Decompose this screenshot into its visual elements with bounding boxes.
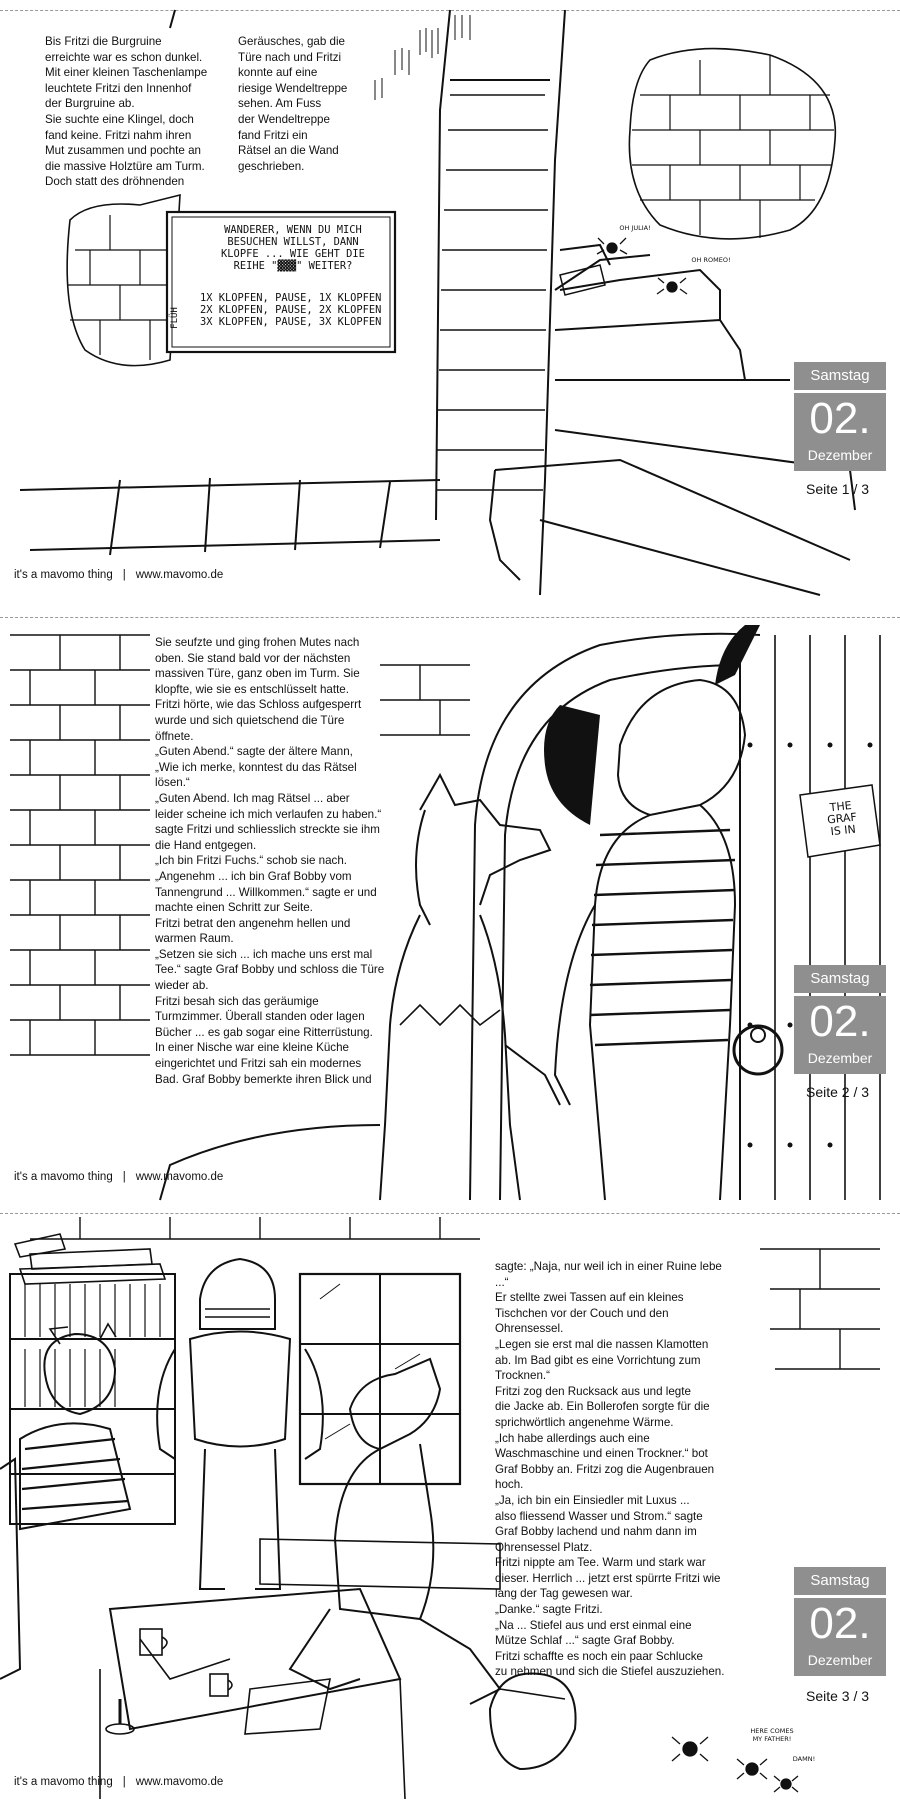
footer: [14, 1171, 223, 1183]
riddle-sign-hint: 1X KLOPFEN, PAUSE, 1X KLOPFEN 2X KLOPFEN, PAUSE, 2X KLOPFEN 3X KLOPFEN, PAUSE, 3X KLOPFEN: [200, 292, 382, 328]
date-month: Dezember: [807, 1652, 873, 1668]
comic-panel-2: [0, 605, 900, 1205]
door-note: THE GRAF IS IN: [826, 798, 858, 839]
date-badge: [794, 1567, 886, 1676]
page-number: Seite 3 / 3: [806, 1688, 870, 1704]
footer-url[interactable]: www.mavomo.de: [135, 569, 224, 581]
date-month: Dezember: [807, 447, 873, 463]
date-weekday: Samstag: [794, 1567, 886, 1595]
footer-url[interactable]: www.mavomo.de: [135, 1776, 224, 1788]
comic-panel-1: [0, 0, 900, 600]
date-day: 02.: [809, 997, 871, 1046]
footer-separator: |: [122, 1776, 126, 1788]
story-text: Sie seufzte und ging frohen Mutes nach oben. Sie stand bald vor der nächsten massiven Türe, ganz oben im Turm. Sie klopfte, wie sie es entschlüsselt hatte. Fritzi hörte, wie das Schloss aufgesperrt wurde und sich quietschend die Türe öffnete. „Guten Abend.“ sagte der ältere Mann, „Wie ich merke, konntest du das Rätsel lösen.“ „Guten Abend. Ich mag Rätsel ... aber leider scheine ich mich verlaufen zu haben.“ sagte Fritzi und schliesslich streckte sie ihm die Hand entgegen. „Ich bin Fritzi Fuchs.“ schob sie nach. „Angenehm ... ich bin Graf Bobby vom Tannengrund ... Willkommen.“ sagte er und machte einen Schritt zur Seite. Fritzi betrat den angenehm hellen und warmen Raum. „Setzen sie sich ... ich mache uns erst mal Tee.“ sagte Graf Bobby und schloss die Türe wieder ab. Fritzi besah sich das geräumige Turmzimmer. Überall standen oder lagen Bücher ... es gab sogar eine Ritterrüstung. In einer Nische war eine kleine Küche eingerichtet und Fritzi sah ein modernes Bad. Graf Bobby bemerkte ihren Blick und: [155, 636, 385, 1086]
speech-bubble-father: HERE COMES MY FATHER!: [750, 1727, 794, 1743]
page-number: Seite 2 / 3: [806, 1084, 870, 1100]
date-month: Dezember: [807, 1050, 873, 1066]
date-weekday: Samstag: [794, 362, 886, 390]
speech-bubble-romeo: OH ROMEO!: [691, 256, 731, 264]
footer-credit: it's a mavomo thing: [14, 1171, 113, 1183]
date-badge: [794, 965, 886, 1074]
footer-separator: |: [122, 569, 126, 581]
story-text-column-2: Geräusches, gab die Türe nach und Fritzi konnte auf eine riesige Wendeltreppe sehen. Am Fuss der Wendeltreppe fand Fritzi ein Rätsel an die Wand geschrieben.: [238, 35, 348, 173]
story-text: sagte: „Naja, nur weil ich in einer Ruine lebe ...“ Er stellte zwei Tassen auf ein kleines Tischchen vor der Couch und den Ohrensessel. „Legen sie erst mal die nassen Klamotten ab. Im Bad gibt es eine Vorrichtung zum Trocknen.“ Fritzi zog den Rucksack aus und legte die Jacke ab. Ein Bollerofen sorgte für die sprichwörtlich angenehme Wärme. „Ich habe allerdings auch eine Waschmaschine und einen Trockner.“ bot Graf Bobby an. Fritzi zog die Augenbrauen hoch. „Ja, ich bin ein Einsiedler mit Luxus ... also fliessend Wasser und Strom.“ sagte Graf Bobby lachend und nahm dann im Ohrensessel Platz. Fritzi nippte am Tee. Warm und stark war dieser. Herrlich ... jetzt erst spürrte Fritzi wie lang der Tag gewesen war. „Danke.“ sagte Fritzi. „Na ... Stiefel aus und erst einmal eine Mütze Schlaf ...“ sagte Graf Bobby. Fritzi schaffte es noch ein paar Schlucke zu nehmen und sich die Stiefel auszuziehen.: [495, 1260, 725, 1679]
riddle-sign-question: WANDERER, WENN DU MICH BESUCHEN WILLST, DANN KLOPFE ... WIE GEHT DIE REIHE "▓▓▓" WEITER?: [221, 224, 365, 272]
footer-credit: it's a mavomo thing: [14, 569, 113, 581]
tower-room-illustration: [0, 1209, 900, 1808]
page-number: Seite 1 / 3: [806, 481, 870, 497]
date-day: 02.: [809, 1599, 871, 1648]
footer-credit: it's a mavomo thing: [14, 1776, 113, 1788]
footer: [14, 1776, 223, 1788]
date-weekday: Samstag: [794, 965, 886, 993]
riddle-sign-side-label: FLÜH: [169, 307, 180, 329]
comic-panel-3: [0, 1209, 900, 1808]
footer-separator: |: [122, 1171, 126, 1183]
footer-url[interactable]: www.mavomo.de: [135, 1171, 224, 1183]
story-text-column-1: Bis Fritzi die Burgruine erreichte war es schon dunkel. Mit einer kleinen Taschenlampe leuchtete Fritzi den Innenhof der Burgruine ab. Sie suchte eine Klingel, doch fand keine. Fritzi nahm ihren Mut zusammen und pochte an die massive Holztüre am Turm. Doch statt des dröhnenden: [45, 35, 208, 189]
footer: [14, 569, 223, 581]
date-day: 02.: [809, 394, 871, 443]
date-badge: [794, 362, 886, 471]
speech-bubble-damn: DAMN!: [792, 1755, 816, 1763]
speech-bubble-julia: OH JULIA!: [619, 224, 651, 232]
door-greeting-illustration: [0, 605, 900, 1205]
